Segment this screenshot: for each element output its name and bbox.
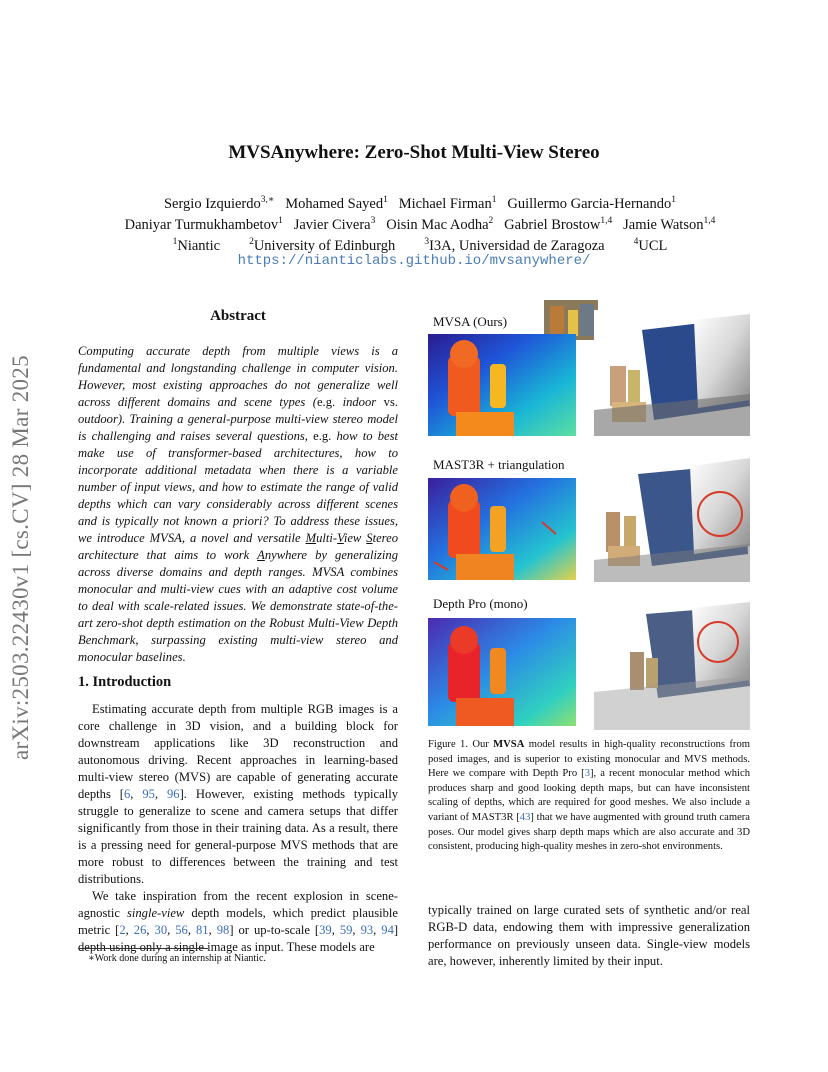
citation-link[interactable]: 98 — [216, 923, 230, 937]
citation-link[interactable]: 3 — [584, 768, 590, 780]
citation-link[interactable]: 81 — [195, 923, 209, 937]
footnote-rule — [78, 948, 208, 949]
affiliation: $^2$University of Edinburgh — [249, 237, 396, 254]
citation-link[interactable]: 26 — [133, 923, 147, 937]
depth-map-mast3r — [428, 478, 576, 580]
citation-link[interactable]: 39 — [319, 923, 332, 937]
abstract-text: Computing accurate depth from multiple views is a fundamental and longstanding challenge in computer vision. However, most existing approaches do not generalize well across different domains and scene types (e.g. indoor vs. outdoor). Training a general-purpose multi-view stereo model is challenging and raises several questions, e.g. how to best make use of transformer-based architectures, how to incorporate additional metadata when there is a variable number of input views, and how to estimate the range of valid depths which can vary considerably across different scenes and is typically not known a priori? To address these issues, we introduce MVSA, a novel and versatile Multi-View Stereo architecture that aims to work Anywhere by generalizing across diverse domains and depth ranges. MVSA combines monocular and multi-view cues with an adaptive cost volume to deal with scale-related issues. We demonstrate state-of-the-art zero-shot depth estimation on the Robust Multi-View Depth Benchmark, surpassing existing multi-view stereo and monocular baselines. — [78, 344, 398, 664]
figure-1 — [428, 300, 750, 730]
citation-link[interactable]: 30 — [154, 923, 168, 937]
depth-map-depthpro — [428, 618, 576, 726]
project-url-link[interactable]: https://nianticlabs.github.io/mvsanywhere/ — [237, 253, 591, 269]
paper-title: MVSAnywhere: Zero-Shot Multi-View Stereo — [228, 142, 600, 163]
author-name: Mohamed Sayed$^1$ — [285, 195, 388, 212]
intro-paragraph-2: We take inspiration from the recent explosion in scene-agnostic single-view depth models, which predict plausible metric [2, 26, 30, 56, 81, 98] or up-to-scale [39, 59, 93, 94] depth using only a single image as input. These models are — [78, 889, 399, 954]
author-name: Javier Civera$^3$ — [293, 216, 376, 233]
author-name: Oisin Mac Aodha$^2$ — [386, 216, 494, 233]
citation-link[interactable]: 6 — [123, 787, 131, 801]
mesh-mvsa — [594, 310, 750, 436]
depth-map-mvsa — [428, 334, 576, 436]
figure-label-mast3r: MAST3R + triangulation — [433, 457, 565, 472]
intro-text — [78, 701, 398, 956]
citation-link[interactable]: 59 — [339, 923, 353, 937]
citation-link[interactable]: 56 — [175, 923, 188, 937]
affiliation: $^3$I3A, Universidad de Zaragoza — [424, 237, 605, 254]
citation-link[interactable]: 95 — [142, 787, 155, 801]
citation-link[interactable]: 94 — [381, 923, 394, 937]
column-2-text: typically trained on large curated sets of synthetic and/or real RGB-D data, endowing them with impressive generalization performance on previously unseen data. Single-view models are, however, inherently limited by their input. — [428, 903, 750, 968]
citation-link[interactable]: 2 — [119, 923, 126, 937]
author-name: Sergio Izquierdo$^{3,∗}$ — [163, 195, 275, 212]
arxiv-stamp: arXiv:2503.22430v1 [cs.CV] 28 Mar 2025 — [8, 355, 33, 760]
citation-link[interactable]: 43 — [519, 811, 531, 823]
figure-label-mvsa: MVSA (Ours) — [433, 314, 508, 329]
citation-link[interactable]: 93 — [360, 923, 374, 937]
intro-heading: 1. Introduction — [78, 674, 172, 690]
author-name: Jamie Watson$^{1,4}$ — [623, 216, 716, 233]
author-name: Gabriel Brostow$^{1,4}$ — [504, 216, 613, 233]
abstract-heading: Abstract — [210, 308, 266, 324]
author-name: Michael Firman$^1$ — [398, 195, 497, 212]
figure-label-depthpro: Depth Pro (mono) — [433, 596, 528, 611]
affiliation: $^1$Niantic — [172, 237, 221, 254]
intro-paragraph-1: Estimating accurate depth from multiple RGB images is a core challenge in 3D vision, and a building block for downstream applications like 3D reconstruction and autonomous driving. Recent approaches in learning-based multi-view stereo (MVS) are capable of generating accurate depths [6, 95, 96]. However, existing methods typically struggle to generalize to scene and camera setups that differ significantly from those in their training data. As a result, there is a pressing need for general-purpose MVS methods that are more robust to differences between the training and test distributions. — [78, 702, 398, 886]
affiliation: $^4$UCL — [633, 237, 668, 254]
author-name: Daniyar Turmukhambetov$^1$ — [124, 216, 283, 233]
citation-link[interactable]: 96 — [167, 787, 180, 801]
figure-caption: Figure 1. Our MVSA model results in high-quality reconstructions from posed images, and is superior to existing monocular and MVS methods. Here we compare with Depth Pro [3], a recent monocular method which produces sharp and good looking depth maps, but can have inconsistent scaling of depths, which are required for good meshes. We also include a variant of MAST3R [43] that we have augmented with ground truth camera poses. Our model gives sharp depth maps which are also accurate and 3D consistent, producing high-quality meshes in zero-shot environments. — [428, 739, 750, 853]
mesh-depthpro — [594, 596, 750, 730]
mesh-mast3r — [594, 450, 750, 582]
footnote: ∗Work done during an internship at Niantic. — [88, 953, 266, 964]
author-name: Guillermo Garcia-Hernando$^1$ — [507, 195, 676, 212]
